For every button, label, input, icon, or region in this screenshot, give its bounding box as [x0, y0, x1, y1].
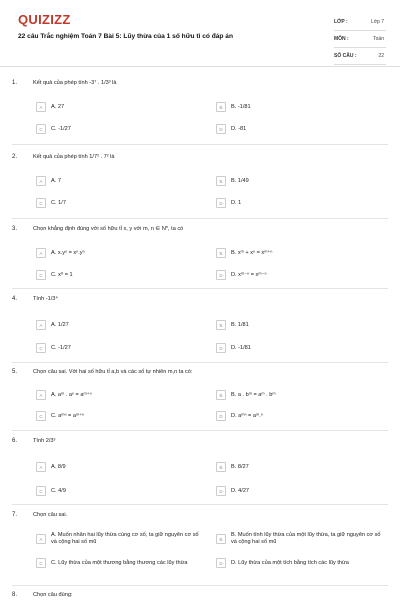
option-letter: A — [36, 176, 46, 186]
option-b[interactable] — [216, 462, 384, 472]
option-text: B. 8/27 — [231, 463, 249, 470]
option-text: A. Muốn nhân hai lũy thừa cùng cơ số, ta giữ nguyên cơ số và cộng hai số mũ — [51, 532, 199, 545]
option-text: D. 4/27 — [231, 487, 250, 494]
meta-value: Toán — [373, 36, 384, 42]
option-d[interactable] — [216, 343, 384, 353]
option-letter: C — [36, 270, 46, 280]
page-title: 22 câu Trắc nghiệm Toán 7 Bài 5: Lũy thừa của 1 số hữu tỉ có đáp án — [18, 33, 233, 40]
option-d[interactable] — [216, 558, 384, 568]
option-text: B. 1/81 — [231, 321, 249, 328]
question-text: Tính 2/3³ — [33, 438, 56, 444]
option-letter: D — [216, 198, 226, 208]
option-c[interactable] — [36, 124, 206, 134]
option-letter: C — [36, 198, 46, 208]
option-letter: D — [216, 558, 226, 568]
option-text: C. -1/27 — [51, 344, 71, 351]
option-letter: C — [36, 343, 46, 353]
option-letter: B — [216, 176, 226, 186]
option-text: C. x⁰ = 1 — [51, 271, 73, 278]
question-3 — [12, 226, 388, 286]
option-letter: A — [36, 390, 46, 400]
option-letter: D — [216, 411, 226, 421]
header-divider — [0, 66, 400, 67]
question-6 — [12, 438, 388, 502]
option-text: A. aᵐ . aⁿ = aᵐ⁺ⁿ — [51, 391, 92, 398]
option-text: D. 1 — [231, 199, 242, 206]
meta-key: MÔN : — [334, 36, 349, 42]
option-letter: B — [216, 462, 226, 472]
meta-key: LỚP : — [334, 19, 348, 25]
option-d[interactable] — [216, 486, 384, 496]
question-text: Chọn câu sai. — [33, 512, 68, 518]
option-c[interactable] — [36, 343, 206, 353]
option-b[interactable] — [216, 102, 384, 112]
option-text: B. a . bᵐ = aᵐ . bᵐ — [231, 391, 276, 398]
option-text: A. 1/27 — [51, 321, 69, 328]
option-b[interactable] — [216, 390, 384, 400]
question-text: Chọn câu sai. Với hai số hữu tỉ a,b và các số tự nhiên m,n ta có: — [33, 369, 193, 375]
question-number: 6. — [12, 438, 18, 444]
option-text: D. Lũy thừa của một tích bằng tích các lũy thừa — [231, 559, 349, 566]
meta-row-class — [334, 14, 386, 31]
question-text: Kết quả của phép tính -3⁷ . 1/3³ là — [33, 80, 117, 86]
option-text: A. x.yⁿ = xⁿ.yⁿ — [51, 249, 85, 256]
option-text: B. -1/81 — [231, 103, 251, 110]
option-letter: C — [36, 486, 46, 496]
option-letter: D — [216, 270, 226, 280]
question-divider — [12, 585, 388, 586]
option-c[interactable] — [36, 270, 206, 280]
question-divider — [12, 288, 388, 289]
option-text: C. 1/7 — [51, 199, 66, 206]
option-text: D. -81 — [231, 125, 247, 132]
question-divider — [12, 430, 388, 431]
question-8 — [12, 592, 388, 600]
option-letter: A — [36, 534, 46, 544]
option-text: C. 4/9 — [51, 487, 66, 494]
question-number: 3. — [12, 226, 18, 232]
meta-box — [334, 14, 386, 65]
option-text: C. Lũy thừa của một thương bằng thương các lũy thừa — [51, 559, 188, 566]
option-b[interactable] — [216, 320, 384, 330]
question-2 — [12, 154, 388, 214]
option-b[interactable] — [216, 176, 384, 186]
option-text: C. -1/27 — [51, 125, 71, 132]
option-b[interactable] — [216, 248, 384, 258]
question-divider — [12, 504, 388, 505]
question-number: 4. — [12, 296, 18, 302]
question-divider — [12, 218, 388, 219]
option-text: A. 7 — [51, 177, 61, 184]
question-number: 7. — [12, 512, 18, 518]
option-text: D. xᵐ⁻ⁿ = xᵐ⁻ⁿ — [231, 271, 267, 278]
option-a[interactable] — [36, 248, 206, 258]
option-letter: B — [216, 390, 226, 400]
question-text: Kết quả của phép tính 1/7² . 7² là — [33, 154, 115, 160]
option-text: D. aᵐⁿ = aᵐ.ⁿ — [231, 412, 263, 419]
option-d[interactable] — [216, 198, 384, 208]
question-number: 5. — [12, 369, 18, 375]
question-number: 2. — [12, 154, 18, 160]
option-c[interactable] — [36, 486, 206, 496]
meta-key: SỐ CÂU : — [334, 53, 357, 59]
option-letter: B — [216, 102, 226, 112]
option-text: D. -1/81 — [231, 344, 251, 351]
option-a[interactable] — [36, 176, 206, 186]
option-a[interactable] — [36, 532, 206, 546]
question-text: Tính -1/3⁴ — [33, 296, 58, 302]
option-a[interactable] — [36, 462, 206, 472]
meta-value: Lớp 7 — [370, 19, 384, 25]
question-text: Chọn câu đúng: — [33, 592, 73, 598]
option-text: C. aᵐⁿ = aᵐ⁺ⁿ — [51, 412, 85, 419]
option-letter: B — [216, 534, 226, 544]
question-7 — [12, 512, 388, 582]
option-letter: D — [216, 124, 226, 134]
meta-row-count — [334, 48, 386, 65]
option-letter: D — [216, 343, 226, 353]
option-text: B. xᵐ + xⁿ = xᵐ⁺ⁿ — [231, 249, 273, 256]
option-d[interactable] — [216, 124, 384, 134]
option-b[interactable] — [216, 532, 384, 546]
option-letter: D — [216, 486, 226, 496]
option-letter: A — [36, 248, 46, 258]
option-letter: C — [36, 124, 46, 134]
option-letter: B — [216, 248, 226, 258]
option-d[interactable] — [216, 270, 384, 280]
option-d[interactable] — [216, 411, 384, 421]
option-letter: A — [36, 320, 46, 330]
question-number: 1. — [12, 80, 18, 86]
option-a[interactable] — [36, 320, 206, 330]
question-4 — [12, 296, 388, 360]
question-divider — [12, 362, 388, 363]
question-5 — [12, 369, 388, 429]
option-letter: A — [36, 102, 46, 112]
option-letter: B — [216, 320, 226, 330]
option-text: A. 27 — [51, 103, 65, 110]
option-a[interactable] — [36, 390, 206, 400]
question-divider — [12, 144, 388, 145]
meta-row-subject — [334, 31, 386, 48]
question-text: Chọn khẳng định đúng với số hữu tỉ x, y với m, n ∈ N*, ta có — [33, 226, 184, 232]
question-number: 8. — [12, 592, 18, 598]
option-letter: C — [36, 411, 46, 421]
option-c[interactable] — [36, 198, 206, 208]
option-a[interactable] — [36, 102, 206, 112]
option-c[interactable] — [36, 558, 206, 568]
option-text: B. 1/49 — [231, 177, 249, 184]
option-text: B. Muốn tính lũy thừa của một lũy thừa, ta giữ nguyên cơ số và cộng hai số mũ — [231, 532, 381, 545]
question-1 — [12, 80, 388, 140]
option-c[interactable] — [36, 411, 206, 421]
option-letter: C — [36, 558, 46, 568]
meta-value: 22 — [378, 53, 384, 59]
option-text: A. 8/9 — [51, 463, 66, 470]
quizizz-logo: QUIZIZZ — [18, 12, 71, 27]
option-letter: A — [36, 462, 46, 472]
